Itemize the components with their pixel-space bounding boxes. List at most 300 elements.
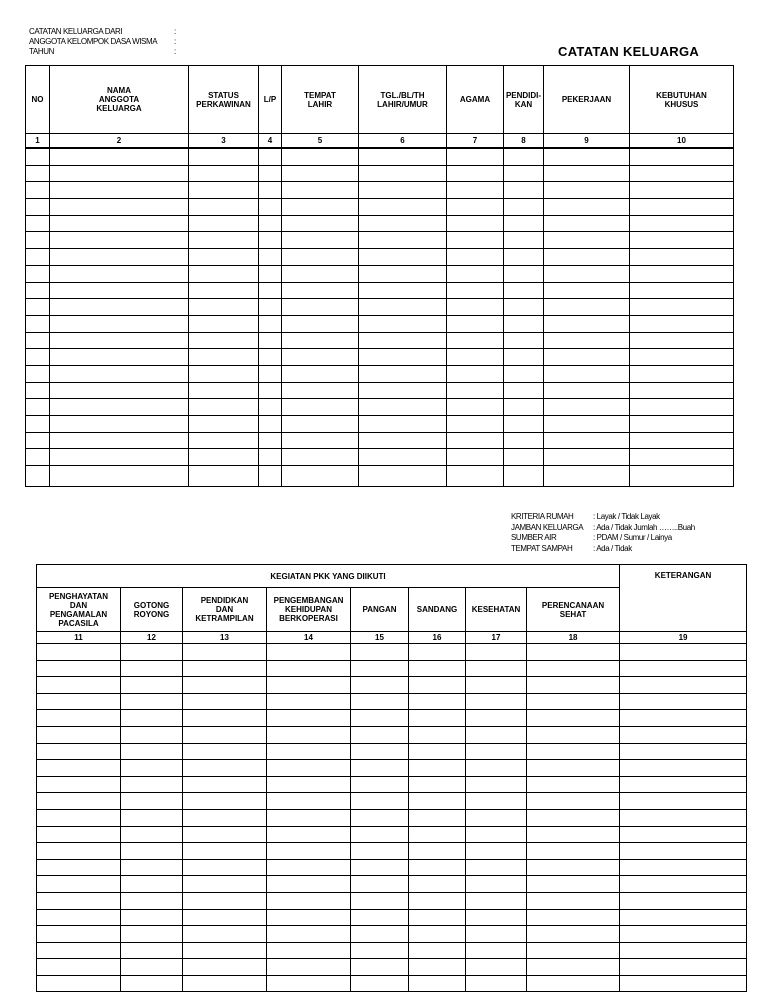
entry-cell[interactable] [267,876,351,893]
entry-cell[interactable] [26,199,50,216]
entry-cell[interactable] [183,942,267,959]
entry-cell[interactable] [259,249,282,266]
entry-cell[interactable] [620,975,747,992]
entry-cell[interactable] [50,332,189,349]
entry-cell[interactable] [620,892,747,909]
entry-cell[interactable] [447,432,504,449]
entry-cell[interactable] [527,710,620,727]
entry-cell[interactable] [189,365,259,382]
entry-cell[interactable] [26,466,50,487]
entry-cell[interactable] [26,282,50,299]
entry-cell[interactable] [50,282,189,299]
entry-cell[interactable] [544,249,630,266]
entry-cell[interactable] [26,182,50,199]
entry-cell[interactable] [466,843,527,860]
entry-cell[interactable] [189,215,259,232]
entry-cell[interactable] [267,843,351,860]
entry-cell[interactable] [183,975,267,992]
entry-cell[interactable] [527,942,620,959]
entry-cell[interactable] [359,199,447,216]
entry-cell[interactable] [26,265,50,282]
entry-cell[interactable] [26,449,50,466]
entry-cell[interactable] [504,349,544,366]
entry-cell[interactable] [121,959,183,976]
entry-cell[interactable] [50,148,189,165]
entry-cell[interactable] [630,265,734,282]
entry-cell[interactable] [351,793,409,810]
entry-cell[interactable] [189,232,259,249]
entry-cell[interactable] [282,382,359,399]
entry-cell[interactable] [50,249,189,266]
entry-cell[interactable] [259,315,282,332]
entry-cell[interactable] [50,265,189,282]
entry-cell[interactable] [504,232,544,249]
entry-cell[interactable] [447,466,504,487]
entry-cell[interactable] [409,959,466,976]
entry-cell[interactable] [50,365,189,382]
entry-cell[interactable] [121,710,183,727]
entry-cell[interactable] [189,199,259,216]
entry-cell[interactable] [409,942,466,959]
entry-cell[interactable] [50,449,189,466]
entry-cell[interactable] [282,349,359,366]
entry-cell[interactable] [121,677,183,694]
entry-cell[interactable] [630,382,734,399]
entry-cell[interactable] [267,710,351,727]
entry-cell[interactable] [121,826,183,843]
entry-cell[interactable] [189,382,259,399]
entry-cell[interactable] [466,926,527,943]
entry-cell[interactable] [351,859,409,876]
entry-cell[interactable] [37,693,121,710]
entry-cell[interactable] [504,299,544,316]
entry-cell[interactable] [183,926,267,943]
entry-cell[interactable] [504,249,544,266]
entry-cell[interactable] [267,959,351,976]
entry-cell[interactable] [544,215,630,232]
entry-cell[interactable] [447,299,504,316]
entry-cell[interactable] [189,148,259,165]
entry-cell[interactable] [183,677,267,694]
entry-cell[interactable] [259,282,282,299]
entry-cell[interactable] [37,959,121,976]
entry-cell[interactable] [630,315,734,332]
entry-cell[interactable] [409,826,466,843]
entry-cell[interactable] [466,677,527,694]
entry-cell[interactable] [620,743,747,760]
entry-cell[interactable] [504,215,544,232]
entry-cell[interactable] [183,743,267,760]
entry-cell[interactable] [259,416,282,433]
entry-cell[interactable] [50,232,189,249]
entry-cell[interactable] [409,909,466,926]
entry-cell[interactable] [183,760,267,777]
entry-cell[interactable] [351,710,409,727]
entry-cell[interactable] [409,892,466,909]
entry-cell[interactable] [630,365,734,382]
entry-cell[interactable] [447,232,504,249]
entry-cell[interactable] [447,182,504,199]
entry-cell[interactable] [544,382,630,399]
entry-cell[interactable] [37,826,121,843]
entry-cell[interactable] [37,942,121,959]
entry-cell[interactable] [527,826,620,843]
entry-cell[interactable] [630,182,734,199]
entry-cell[interactable] [26,432,50,449]
entry-cell[interactable] [189,265,259,282]
entry-cell[interactable] [37,660,121,677]
entry-cell[interactable] [527,776,620,793]
entry-cell[interactable] [282,315,359,332]
entry-cell[interactable] [466,760,527,777]
entry-cell[interactable] [447,416,504,433]
entry-cell[interactable] [447,282,504,299]
entry-cell[interactable] [630,332,734,349]
entry-cell[interactable] [359,466,447,487]
entry-cell[interactable] [630,399,734,416]
entry-cell[interactable] [267,942,351,959]
entry-cell[interactable] [544,315,630,332]
entry-cell[interactable] [630,299,734,316]
entry-cell[interactable] [37,677,121,694]
entry-cell[interactable] [447,382,504,399]
entry-cell[interactable] [121,975,183,992]
entry-cell[interactable] [267,909,351,926]
entry-cell[interactable] [447,265,504,282]
entry-cell[interactable] [359,382,447,399]
entry-cell[interactable] [267,760,351,777]
entry-cell[interactable] [183,644,267,661]
entry-cell[interactable] [359,232,447,249]
entry-cell[interactable] [267,926,351,943]
entry-cell[interactable] [183,710,267,727]
entry-cell[interactable] [544,232,630,249]
entry-cell[interactable] [183,826,267,843]
entry-cell[interactable] [121,892,183,909]
entry-cell[interactable] [504,148,544,165]
entry-cell[interactable] [527,726,620,743]
entry-cell[interactable] [37,793,121,810]
entry-cell[interactable] [527,693,620,710]
entry-cell[interactable] [259,232,282,249]
entry-cell[interactable] [121,726,183,743]
entry-cell[interactable] [26,416,50,433]
entry-cell[interactable] [630,165,734,182]
entry-cell[interactable] [183,909,267,926]
entry-cell[interactable] [259,449,282,466]
entry-cell[interactable] [282,432,359,449]
entry-cell[interactable] [282,332,359,349]
entry-cell[interactable] [26,232,50,249]
entry-cell[interactable] [527,760,620,777]
entry-cell[interactable] [351,942,409,959]
entry-cell[interactable] [282,232,359,249]
entry-cell[interactable] [630,349,734,366]
entry-cell[interactable] [359,365,447,382]
entry-cell[interactable] [37,975,121,992]
entry-cell[interactable] [409,760,466,777]
entry-cell[interactable] [409,975,466,992]
entry-cell[interactable] [26,299,50,316]
entry-cell[interactable] [527,843,620,860]
entry-cell[interactable] [409,793,466,810]
entry-cell[interactable] [527,809,620,826]
entry-cell[interactable] [447,199,504,216]
entry-cell[interactable] [630,249,734,266]
entry-cell[interactable] [26,165,50,182]
entry-cell[interactable] [37,710,121,727]
entry-cell[interactable] [121,743,183,760]
entry-cell[interactable] [121,644,183,661]
entry-cell[interactable] [351,843,409,860]
entry-cell[interactable] [189,182,259,199]
entry-cell[interactable] [630,432,734,449]
entry-cell[interactable] [466,726,527,743]
entry-cell[interactable] [121,693,183,710]
entry-cell[interactable] [620,876,747,893]
entry-cell[interactable] [267,809,351,826]
entry-cell[interactable] [447,349,504,366]
entry-cell[interactable] [620,959,747,976]
entry-cell[interactable] [620,760,747,777]
entry-cell[interactable] [544,265,630,282]
entry-cell[interactable] [466,809,527,826]
entry-cell[interactable] [409,876,466,893]
entry-cell[interactable] [267,793,351,810]
entry-cell[interactable] [26,215,50,232]
entry-cell[interactable] [37,876,121,893]
entry-cell[interactable] [409,660,466,677]
entry-cell[interactable] [50,165,189,182]
entry-cell[interactable] [351,760,409,777]
entry-cell[interactable] [267,776,351,793]
entry-cell[interactable] [351,975,409,992]
entry-cell[interactable] [259,332,282,349]
entry-cell[interactable] [544,349,630,366]
entry-cell[interactable] [121,660,183,677]
entry-cell[interactable] [504,399,544,416]
entry-cell[interactable] [527,677,620,694]
entry-cell[interactable] [630,215,734,232]
entry-cell[interactable] [189,249,259,266]
entry-cell[interactable] [466,909,527,926]
entry-cell[interactable] [183,959,267,976]
entry-cell[interactable] [26,349,50,366]
entry-cell[interactable] [26,365,50,382]
entry-cell[interactable] [504,466,544,487]
entry-cell[interactable] [267,726,351,743]
entry-cell[interactable] [544,416,630,433]
entry-cell[interactable] [282,299,359,316]
entry-cell[interactable] [527,793,620,810]
entry-cell[interactable] [504,382,544,399]
entry-cell[interactable] [189,282,259,299]
entry-cell[interactable] [282,148,359,165]
entry-cell[interactable] [359,165,447,182]
entry-cell[interactable] [121,942,183,959]
entry-cell[interactable] [409,710,466,727]
entry-cell[interactable] [466,743,527,760]
entry-cell[interactable] [409,726,466,743]
entry-cell[interactable] [409,743,466,760]
entry-cell[interactable] [620,726,747,743]
entry-cell[interactable] [527,926,620,943]
entry-cell[interactable] [620,843,747,860]
entry-cell[interactable] [620,776,747,793]
entry-cell[interactable] [409,693,466,710]
entry-cell[interactable] [189,315,259,332]
entry-cell[interactable] [189,399,259,416]
entry-cell[interactable] [409,809,466,826]
entry-cell[interactable] [544,399,630,416]
entry-cell[interactable] [409,859,466,876]
entry-cell[interactable] [26,249,50,266]
entry-cell[interactable] [50,382,189,399]
entry-cell[interactable] [620,693,747,710]
entry-cell[interactable] [121,760,183,777]
entry-cell[interactable] [620,710,747,727]
entry-cell[interactable] [527,909,620,926]
entry-cell[interactable] [466,776,527,793]
entry-cell[interactable] [359,432,447,449]
entry-cell[interactable] [447,315,504,332]
entry-cell[interactable] [359,349,447,366]
entry-cell[interactable] [359,416,447,433]
entry-cell[interactable] [26,332,50,349]
entry-cell[interactable] [189,449,259,466]
entry-cell[interactable] [527,743,620,760]
entry-cell[interactable] [50,349,189,366]
entry-cell[interactable] [466,859,527,876]
entry-cell[interactable] [351,743,409,760]
entry-cell[interactable] [504,365,544,382]
entry-cell[interactable] [282,265,359,282]
entry-cell[interactable] [37,926,121,943]
entry-cell[interactable] [37,843,121,860]
entry-cell[interactable] [183,843,267,860]
entry-cell[interactable] [359,282,447,299]
entry-cell[interactable] [37,726,121,743]
entry-cell[interactable] [351,726,409,743]
entry-cell[interactable] [282,365,359,382]
entry-cell[interactable] [351,926,409,943]
entry-cell[interactable] [466,959,527,976]
entry-cell[interactable] [447,332,504,349]
entry-cell[interactable] [282,282,359,299]
entry-cell[interactable] [359,148,447,165]
entry-cell[interactable] [409,926,466,943]
entry-cell[interactable] [282,466,359,487]
entry-cell[interactable] [282,165,359,182]
entry-cell[interactable] [504,282,544,299]
entry-cell[interactable] [544,299,630,316]
entry-cell[interactable] [620,909,747,926]
entry-cell[interactable] [351,660,409,677]
entry-cell[interactable] [183,859,267,876]
entry-cell[interactable] [183,876,267,893]
entry-cell[interactable] [259,299,282,316]
entry-cell[interactable] [359,449,447,466]
entry-cell[interactable] [259,432,282,449]
entry-cell[interactable] [282,182,359,199]
entry-cell[interactable] [259,399,282,416]
entry-cell[interactable] [544,332,630,349]
entry-cell[interactable] [121,926,183,943]
entry-cell[interactable] [189,466,259,487]
entry-cell[interactable] [267,693,351,710]
entry-cell[interactable] [282,199,359,216]
entry-cell[interactable] [121,876,183,893]
entry-cell[interactable] [620,942,747,959]
entry-cell[interactable] [359,265,447,282]
entry-cell[interactable] [282,399,359,416]
entry-cell[interactable] [121,859,183,876]
entry-cell[interactable] [630,449,734,466]
entry-cell[interactable] [447,365,504,382]
entry-cell[interactable] [504,199,544,216]
entry-cell[interactable] [359,399,447,416]
entry-cell[interactable] [527,859,620,876]
entry-cell[interactable] [50,432,189,449]
entry-cell[interactable] [259,215,282,232]
entry-cell[interactable] [466,826,527,843]
entry-cell[interactable] [183,809,267,826]
entry-cell[interactable] [183,776,267,793]
entry-cell[interactable] [544,449,630,466]
entry-cell[interactable] [267,677,351,694]
entry-cell[interactable] [466,693,527,710]
entry-cell[interactable] [267,892,351,909]
entry-cell[interactable] [544,432,630,449]
entry-cell[interactable] [183,693,267,710]
entry-cell[interactable] [50,315,189,332]
entry-cell[interactable] [620,677,747,694]
entry-cell[interactable] [630,416,734,433]
entry-cell[interactable] [50,466,189,487]
entry-cell[interactable] [466,892,527,909]
entry-cell[interactable] [26,399,50,416]
entry-cell[interactable] [359,249,447,266]
entry-cell[interactable] [630,148,734,165]
entry-cell[interactable] [189,349,259,366]
entry-cell[interactable] [50,399,189,416]
entry-cell[interactable] [620,926,747,943]
entry-cell[interactable] [183,726,267,743]
entry-cell[interactable] [359,299,447,316]
entry-cell[interactable] [630,466,734,487]
entry-cell[interactable] [50,199,189,216]
entry-cell[interactable] [466,660,527,677]
entry-cell[interactable] [620,793,747,810]
entry-cell[interactable] [351,826,409,843]
entry-cell[interactable] [620,826,747,843]
entry-cell[interactable] [259,165,282,182]
entry-cell[interactable] [267,826,351,843]
entry-cell[interactable] [259,265,282,282]
entry-cell[interactable] [351,693,409,710]
entry-cell[interactable] [544,182,630,199]
entry-cell[interactable] [504,265,544,282]
entry-cell[interactable] [282,215,359,232]
entry-cell[interactable] [267,743,351,760]
entry-cell[interactable] [259,199,282,216]
entry-cell[interactable] [50,416,189,433]
entry-cell[interactable] [26,315,50,332]
entry-cell[interactable] [351,876,409,893]
entry-cell[interactable] [630,232,734,249]
entry-cell[interactable] [351,959,409,976]
entry-cell[interactable] [121,909,183,926]
